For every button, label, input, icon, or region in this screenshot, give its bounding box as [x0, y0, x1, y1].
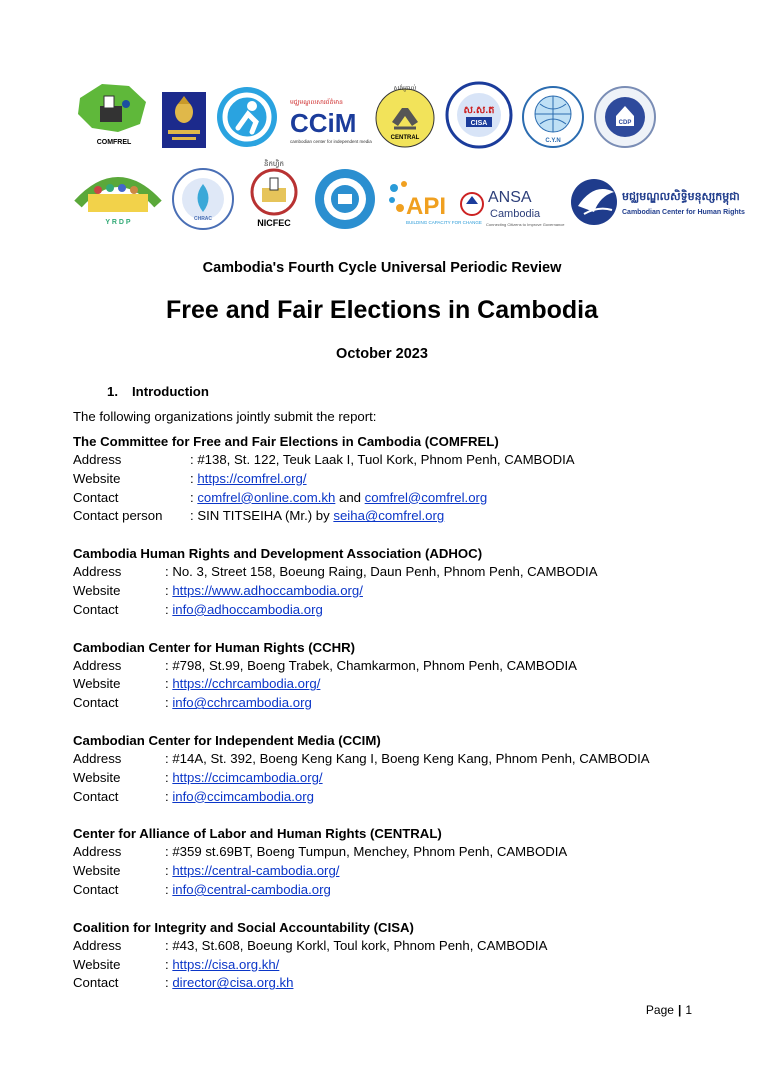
page-separator: | — [677, 1003, 682, 1017]
colon: : — [165, 695, 173, 711]
contact-email-link[interactable]: info@adhoccambodia.org — [172, 601, 323, 617]
contact-person-label: Contact person — [73, 508, 163, 524]
svg-text:CDP: CDP — [618, 120, 632, 126]
colon: : — [165, 881, 173, 897]
contact-row — [73, 694, 693, 713]
and-text: and — [335, 489, 365, 505]
cchr-logo — [570, 176, 745, 230]
document-body — [73, 384, 693, 1011]
website-link[interactable]: https://cchrcambodia.org/ — [172, 676, 321, 692]
svg-text:cambodian center for independe: cambodian center for independent media — [290, 139, 372, 144]
address-row — [73, 563, 693, 582]
contact-row — [73, 601, 693, 620]
contact-label: Contact — [73, 881, 119, 897]
org-name: The Committee for Free and Fair Elections in Cambodia (COMFREL) — [73, 434, 499, 449]
address-label: Address — [73, 844, 122, 860]
cisa-logo — [446, 82, 512, 148]
org-name: Cambodia Human Rights and Development Association (ADHOC) — [73, 546, 483, 562]
website-row — [73, 470, 693, 489]
org-block-central — [73, 824, 693, 899]
contact-person-value: : SIN TITSEIHA (Mr.) by — [190, 508, 334, 524]
contact-row — [73, 489, 693, 508]
org-name: Coalition for Integrity and Social Accountability (CISA) — [73, 919, 414, 935]
section-number: 1. — [107, 384, 118, 399]
website-label: Website — [73, 863, 121, 879]
svg-text:CISA: CISA — [470, 120, 488, 127]
colon: : — [165, 769, 173, 785]
website-label: Website — [73, 956, 121, 972]
website-label: Website — [73, 470, 121, 486]
section-heading — [107, 384, 693, 399]
website-row — [73, 675, 693, 694]
report-subtitle: Cambodia's Fourth Cycle Universal Periodic Review — [202, 260, 562, 276]
contact-email-link[interactable]: info@ccimcambodia.org — [172, 788, 314, 804]
org-block-ccim — [73, 731, 693, 806]
address-row — [73, 451, 693, 470]
colon: : — [165, 582, 173, 598]
contact-email-link[interactable]: comfrel@online.com.kh — [197, 489, 336, 505]
intro-paragraph: The following organizations jointly submit the report: — [73, 409, 377, 424]
adhoc-logo — [162, 92, 206, 148]
yrdp-logo — [74, 164, 162, 230]
svg-text:Cambodian Center for Human Rig: Cambodian Center for Human Rights — [622, 209, 745, 216]
website-link[interactable]: https://ccimcambodia.org/ — [172, 769, 323, 785]
website-label: Website — [73, 769, 121, 785]
website-label: Website — [73, 676, 121, 692]
address-row — [73, 937, 693, 956]
svg-text:និកហ្វិក: និកហ្វិក — [264, 161, 284, 168]
page-footer — [646, 1003, 692, 1017]
colon: : — [190, 489, 198, 505]
contact-label: Contact — [73, 489, 119, 505]
website-label: Website — [73, 582, 121, 598]
org-name: Cambodian Center for Independent Media (CCIM) — [73, 732, 381, 748]
org-name: Center for Alliance of Labor and Human Rights (CENTRAL) — [73, 826, 442, 842]
chrac-logo — [172, 168, 234, 230]
address-label: Address — [73, 657, 122, 673]
contact-email-link[interactable]: director@cisa.org.kh — [172, 975, 294, 991]
cipd-logo — [314, 168, 376, 230]
contact-row — [73, 974, 693, 993]
website-row — [73, 769, 693, 788]
svg-text:C.Y.N: C.Y.N — [545, 138, 561, 144]
address-row — [73, 843, 693, 862]
address-label: Address — [73, 750, 122, 766]
colon: : — [165, 863, 173, 879]
contact-label: Contact — [73, 601, 119, 617]
page-label: Page — [645, 1003, 674, 1017]
website-row — [73, 862, 693, 881]
logo-row-2 — [74, 154, 745, 230]
address-value: : No. 3, Street 158, Boeung Raing, Daun Penh, Phnom Penh, CAMBODIA — [165, 564, 598, 580]
org-block-comfrel — [73, 432, 693, 526]
contact-email-link[interactable]: info@cchrcambodia.org — [172, 695, 312, 711]
central-logo — [374, 82, 436, 148]
contact-email-link[interactable]: info@central-cambodia.org — [172, 881, 331, 897]
org-block-cchr — [73, 638, 693, 713]
svg-text:ANSA: ANSA — [488, 189, 532, 206]
contact-label: Contact — [73, 788, 119, 804]
colon: : — [165, 601, 173, 617]
logo-strip — [74, 72, 745, 236]
website-link[interactable]: https://cisa.org.kh/ — [172, 956, 280, 972]
contact-email-link-2[interactable]: comfrel@comfrel.org — [364, 489, 488, 505]
address-label: Address — [73, 452, 122, 467]
cyn-logo — [522, 86, 584, 148]
svg-text:NICFEC: NICFEC — [257, 218, 291, 228]
svg-text:Cambodia: Cambodia — [490, 208, 541, 220]
colon: : — [190, 470, 198, 486]
org-block-adhoc — [73, 544, 693, 619]
svg-text:API: API — [406, 193, 447, 220]
org-name: Cambodian Center for Human Rights (CCHR) — [73, 639, 356, 655]
ccim-logo — [288, 96, 372, 148]
api-logo — [386, 178, 482, 230]
transparency-logo — [216, 86, 278, 148]
svg-text:ស.ស.ត: ស.ស.ត — [463, 105, 495, 116]
contact-label: Contact — [73, 975, 119, 991]
section-title: Introduction — [132, 384, 209, 399]
svg-text:សង់ត្រាល់: សង់ត្រាល់ — [393, 86, 417, 92]
colon: : — [165, 956, 173, 972]
svg-text:មជ្ឈមណ្ឌលសិទ្ធិមនុស្សកម្ពុជា: មជ្ឈមណ្ឌលសិទ្ធិមនុស្សកម្ពុជា — [622, 191, 740, 203]
website-row — [73, 582, 693, 601]
org-block-cisa — [73, 918, 693, 993]
address-value: : #14A, St. 392, Boeng Keng Kang I, Boeng Keng Kang, Phnom Penh, CAMBODIA — [165, 750, 650, 766]
website-link[interactable]: https://central-cambodia.org/ — [172, 863, 340, 879]
contact-label: Contact — [73, 695, 119, 711]
address-label: Address — [73, 937, 122, 953]
logo-row-1 — [74, 72, 694, 148]
svg-text:មជ្ឈមណ្ឌលសារព័ត៌មាន: មជ្ឈមណ្ឌលសារព័ត៌មាន — [290, 100, 343, 106]
address-value: : #359 st.69BT, Boeng Tumpun, Menchey, Phnom Penh, CAMBODIA — [165, 844, 568, 860]
svg-text:BUILDING CAPACITY FOR CHANGE: BUILDING CAPACITY FOR CHANGE — [406, 220, 482, 225]
contact-row — [73, 788, 693, 807]
contact-person-row — [73, 507, 693, 526]
colon: : — [165, 676, 173, 692]
address-value: : #43, St.608, Boeung Korkl, Toul kork, Phnom Penh, CAMBODIA — [165, 937, 548, 953]
address-value: : #138, St. 122, Teuk Laak I, Tuol Kork, Phnom Penh, CAMBODIA — [190, 452, 575, 467]
comfrel-logo — [74, 76, 152, 148]
address-value: : #798, St.99, Boeng Trabek, Chamkarmon, Phnom Penh, CAMBODIA — [165, 657, 577, 673]
nicfec-logo — [244, 158, 304, 230]
svg-text:Y R D P: Y R D P — [105, 219, 131, 226]
contact-person-email-link[interactable]: seiha@comfrel.org — [333, 508, 445, 524]
website-link[interactable]: https://www.adhoccambodia.org/ — [172, 582, 363, 598]
website-link[interactable]: https://comfrel.org/ — [197, 470, 307, 486]
svg-text:CHRAC: CHRAC — [193, 216, 213, 222]
website-row — [73, 956, 693, 975]
colon: : — [165, 788, 173, 804]
svg-text:COMFREL: COMFREL — [96, 139, 132, 146]
contact-row — [73, 881, 693, 900]
page-title: Free and Fair Elections in Cambodia — [165, 296, 599, 324]
address-label: Address — [73, 564, 122, 580]
svg-text:Connecting Citizens to Improve: Connecting Citizens to Improve Governance — [486, 222, 565, 227]
address-row — [73, 750, 693, 769]
colon: : — [165, 975, 173, 991]
cdp-logo — [594, 86, 656, 148]
svg-text:CENTRAL: CENTRAL — [390, 135, 420, 141]
ansa-logo — [460, 180, 565, 230]
report-date: October 2023 — [336, 346, 428, 362]
svg-text:CCiM: CCiM — [290, 108, 357, 138]
page-number: 1 — [685, 1003, 692, 1017]
address-row — [73, 657, 693, 676]
